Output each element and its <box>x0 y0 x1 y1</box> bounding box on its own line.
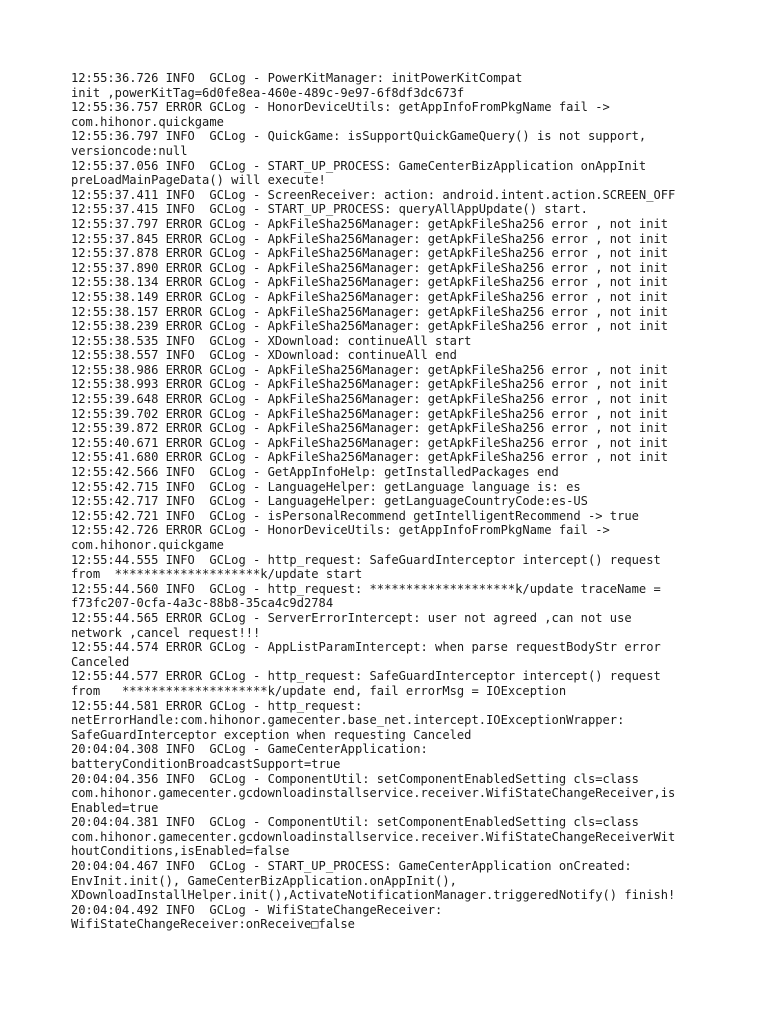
log-document <box>71 71 761 932</box>
log-line: 12:55:37.415 INFO GCLog - START_UP_PROCESS: queryAllAppUpdate() start. <box>71 202 588 217</box>
log-line: init ,powerKitTag=6d0fe8ea-460e-489c-9e97-6f8df3dc673f <box>71 85 465 100</box>
log-line: 20:04:04.467 INFO GCLog - START_UP_PROCESS: GameCenterApplication onCreated: <box>71 859 632 874</box>
log-line: 12:55:44.565 ERROR GCLog - ServerErrorIntercept: user not agreed ,can not use <box>71 610 632 625</box>
log-line: 12:55:38.157 ERROR GCLog - ApkFileSha256Manager: getApkFileSha256 error , not init <box>71 304 669 319</box>
log-line: preLoadMainPageData() will execute! <box>71 173 326 188</box>
log-line: from ********************k/update start <box>71 567 363 582</box>
log-line: Enabled=true <box>71 800 159 815</box>
log-line: WifiStateChangeReceiver:onReceive□false <box>71 917 355 932</box>
log-line: 12:55:40.671 ERROR GCLog - ApkFileSha256Manager: getApkFileSha256 error , not init <box>71 435 669 450</box>
log-line: 12:55:38.239 ERROR GCLog - ApkFileSha256Manager: getApkFileSha256 error , not init <box>71 319 669 334</box>
log-line: batteryConditionBroadcastSupport=true <box>71 756 341 771</box>
log-line: 12:55:38.149 ERROR GCLog - ApkFileSha256Manager: getApkFileSha256 error , not init <box>71 289 669 304</box>
log-line: com.hihonor.gamecenter.gcdownloadinstallservice.receiver.WifiStateChangeReceiver,is <box>71 786 676 801</box>
log-line: 12:55:39.702 ERROR GCLog - ApkFileSha256Manager: getApkFileSha256 error , not init <box>71 406 669 421</box>
log-line: 12:55:44.560 INFO GCLog - http_request: ********************k/update traceName = <box>71 581 661 596</box>
log-line: 12:55:37.878 ERROR GCLog - ApkFileSha256Manager: getApkFileSha256 error , not init <box>71 246 669 261</box>
log-line: 12:55:37.056 INFO GCLog - START_UP_PROCESS: GameCenterBizApplication onAppInit <box>71 158 647 173</box>
log-line: 20:04:04.381 INFO GCLog - ComponentUtil: setComponentEnabledSetting cls=class <box>71 815 639 830</box>
log-line: 12:55:37.845 ERROR GCLog - ApkFileSha256Manager: getApkFileSha256 error , not init <box>71 231 669 246</box>
log-line: SafeGuardInterceptor exception when requesting Canceled <box>71 727 472 742</box>
log-line: 12:55:38.557 INFO GCLog - XDownload: continueAll end <box>71 348 457 363</box>
log-line: 12:55:38.535 INFO GCLog - XDownload: continueAll start <box>71 333 472 348</box>
log-line: com.hihonor.quickgame <box>71 538 224 552</box>
log-line: 12:55:38.134 ERROR GCLog - ApkFileSha256Manager: getApkFileSha256 error , not init <box>71 275 669 290</box>
log-line: 12:55:42.566 INFO GCLog - GetAppInfoHelp: getInstalledPackages end <box>71 465 559 480</box>
log-line: 12:55:37.411 INFO GCLog - ScreenReceiver: action: android.intent.action.SCREEN_OFF <box>71 187 676 202</box>
log-line: 20:04:04.492 INFO GCLog - WifiStateChangeReceiver: <box>71 902 443 917</box>
log-line: 12:55:37.890 ERROR GCLog - ApkFileSha256Manager: getApkFileSha256 error , not init <box>71 260 669 275</box>
log-line: 12:55:36.797 INFO GCLog - QuickGame: isSupportQuickGameQuery() is not support, <box>71 129 647 144</box>
log-line: 20:04:04.308 INFO GCLog - GameCenterApplication: <box>71 742 428 757</box>
log-line: XDownloadInstallHelper.init(),ActivateNotificationManager.triggeredNotify() finish! <box>71 888 676 903</box>
log-line: f73fc207-0cfa-4a3c-88b8-35ca4c9d2784 <box>71 596 334 611</box>
log-line: network ,cancel request!!! <box>71 625 261 640</box>
log-line: com.hihonor.gamecenter.gcdownloadinstallservice.receiver.WifiStateChangeReceiverWit <box>71 829 676 844</box>
log-line: 12:55:42.717 INFO GCLog - LanguageHelper: getLanguageCountryCode:es-US <box>71 494 588 509</box>
log-line: 12:55:38.993 ERROR GCLog - ApkFileSha256Manager: getApkFileSha256 error , not init <box>71 377 669 392</box>
log-line: 12:55:42.715 INFO GCLog - LanguageHelper: getLanguage language is: es <box>71 479 581 494</box>
log-line: Canceled <box>71 654 130 669</box>
log-line: 12:55:41.680 ERROR GCLog - ApkFileSha256Manager: getApkFileSha256 error , not init <box>71 450 669 465</box>
log-line: netErrorHandle:com.hihonor.gamecenter.base_net.intercept.IOExceptionWrapper: <box>71 713 625 728</box>
log-line: com.hihonor.quickgame <box>71 114 224 129</box>
log-line: 12:55:36.726 INFO GCLog - PowerKitManager: initPowerKitCompat <box>71 71 523 85</box>
log-line: 12:55:38.986 ERROR GCLog - ApkFileSha256Manager: getApkFileSha256 error , not init <box>71 362 669 377</box>
log-line: 12:55:44.555 INFO GCLog - http_request: SafeGuardInterceptor intercept() request <box>71 552 661 567</box>
log-line: 12:55:44.574 ERROR GCLog - AppListParamIntercept: when parse requestBodyStr error <box>71 640 661 655</box>
log-line: 20:04:04.356 INFO GCLog - ComponentUtil: setComponentEnabledSetting cls=class <box>71 771 639 786</box>
log-line: EnvInit.init(), GameCenterBizApplication.onAppInit(), <box>71 873 457 888</box>
log-line: 12:55:42.721 INFO GCLog - isPersonalRecommend getIntelligentRecommend -> true <box>71 508 639 523</box>
log-line: 12:55:42.726 ERROR GCLog - HonorDeviceUtils: getAppInfoFromPkgName fail -> <box>71 523 610 538</box>
log-line: houtConditions,isEnabled=false <box>71 844 290 859</box>
log-line: 12:55:39.872 ERROR GCLog - ApkFileSha256Manager: getApkFileSha256 error , not init <box>71 421 669 436</box>
log-line: 12:55:37.797 ERROR GCLog - ApkFileSha256Manager: getApkFileSha256 error , not init <box>71 216 669 231</box>
log-line: from ********************k/update end, fail errorMsg = IOException <box>71 683 567 698</box>
log-line: 12:55:36.757 ERROR GCLog - HonorDeviceUtils: getAppInfoFromPkgName fail -> <box>71 100 610 115</box>
log-line: versioncode:null <box>71 143 188 158</box>
log-line: 12:55:44.577 ERROR GCLog - http_request: SafeGuardInterceptor intercept() request <box>71 669 661 684</box>
log-line: 12:55:44.581 ERROR GCLog - http_request: <box>71 698 363 713</box>
log-line: 12:55:39.648 ERROR GCLog - ApkFileSha256Manager: getApkFileSha256 error , not init <box>71 392 669 407</box>
